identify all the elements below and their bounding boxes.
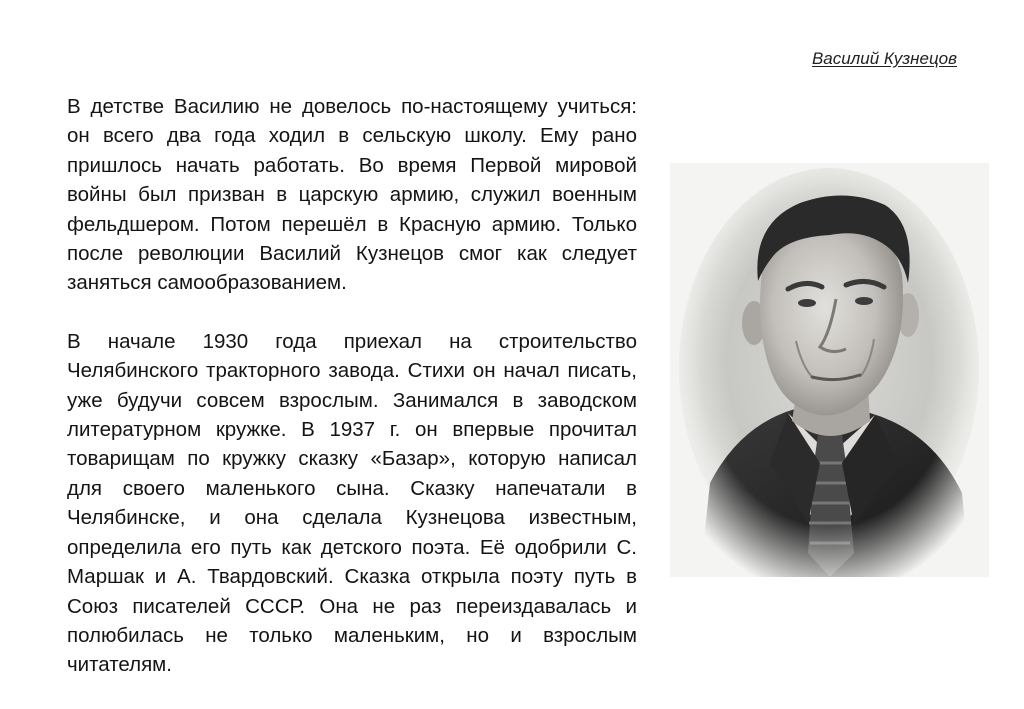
portrait-illustration (670, 163, 989, 577)
biography-paragraph-1: В детстве Василию не довелось по-настоящему учиться: он всего два года ходил в сельскую школу. Ему рано пришлось начать работать. Во время Первой мировой войны был призван в царскую армию, служил военным фельдшером. Потом перешёл в Красную армию. Только после революции Василий Кузнецов смог как следует заняться самообразованием. (67, 95, 637, 295)
portrait-photo (670, 163, 989, 577)
biography-paragraph-2: В начале 1930 года приехал на строительство Челябинского тракторного завода. Стихи он начал писать, уже будучи совсем взрослым. Занимался в заводском литературном кружке. В 1937 г. он впервые прочитал товарищам по кружку сказку «Базар», которую написал для своего маленького сына. Сказку напечатали в Челябинске, и она сделала Кузнецова известным, определила его путь как детского поэта. Её одобрили С. Маршак и А. Твардовский. Сказка открыла поэту путь в Союз писателей СССР. Она не раз переиздавалась и полюбилась не только маленьким, но и взрослым читателям. (67, 329, 637, 677)
biography-text (67, 92, 637, 680)
author-name-header: Василий Кузнецов (811, 49, 957, 68)
